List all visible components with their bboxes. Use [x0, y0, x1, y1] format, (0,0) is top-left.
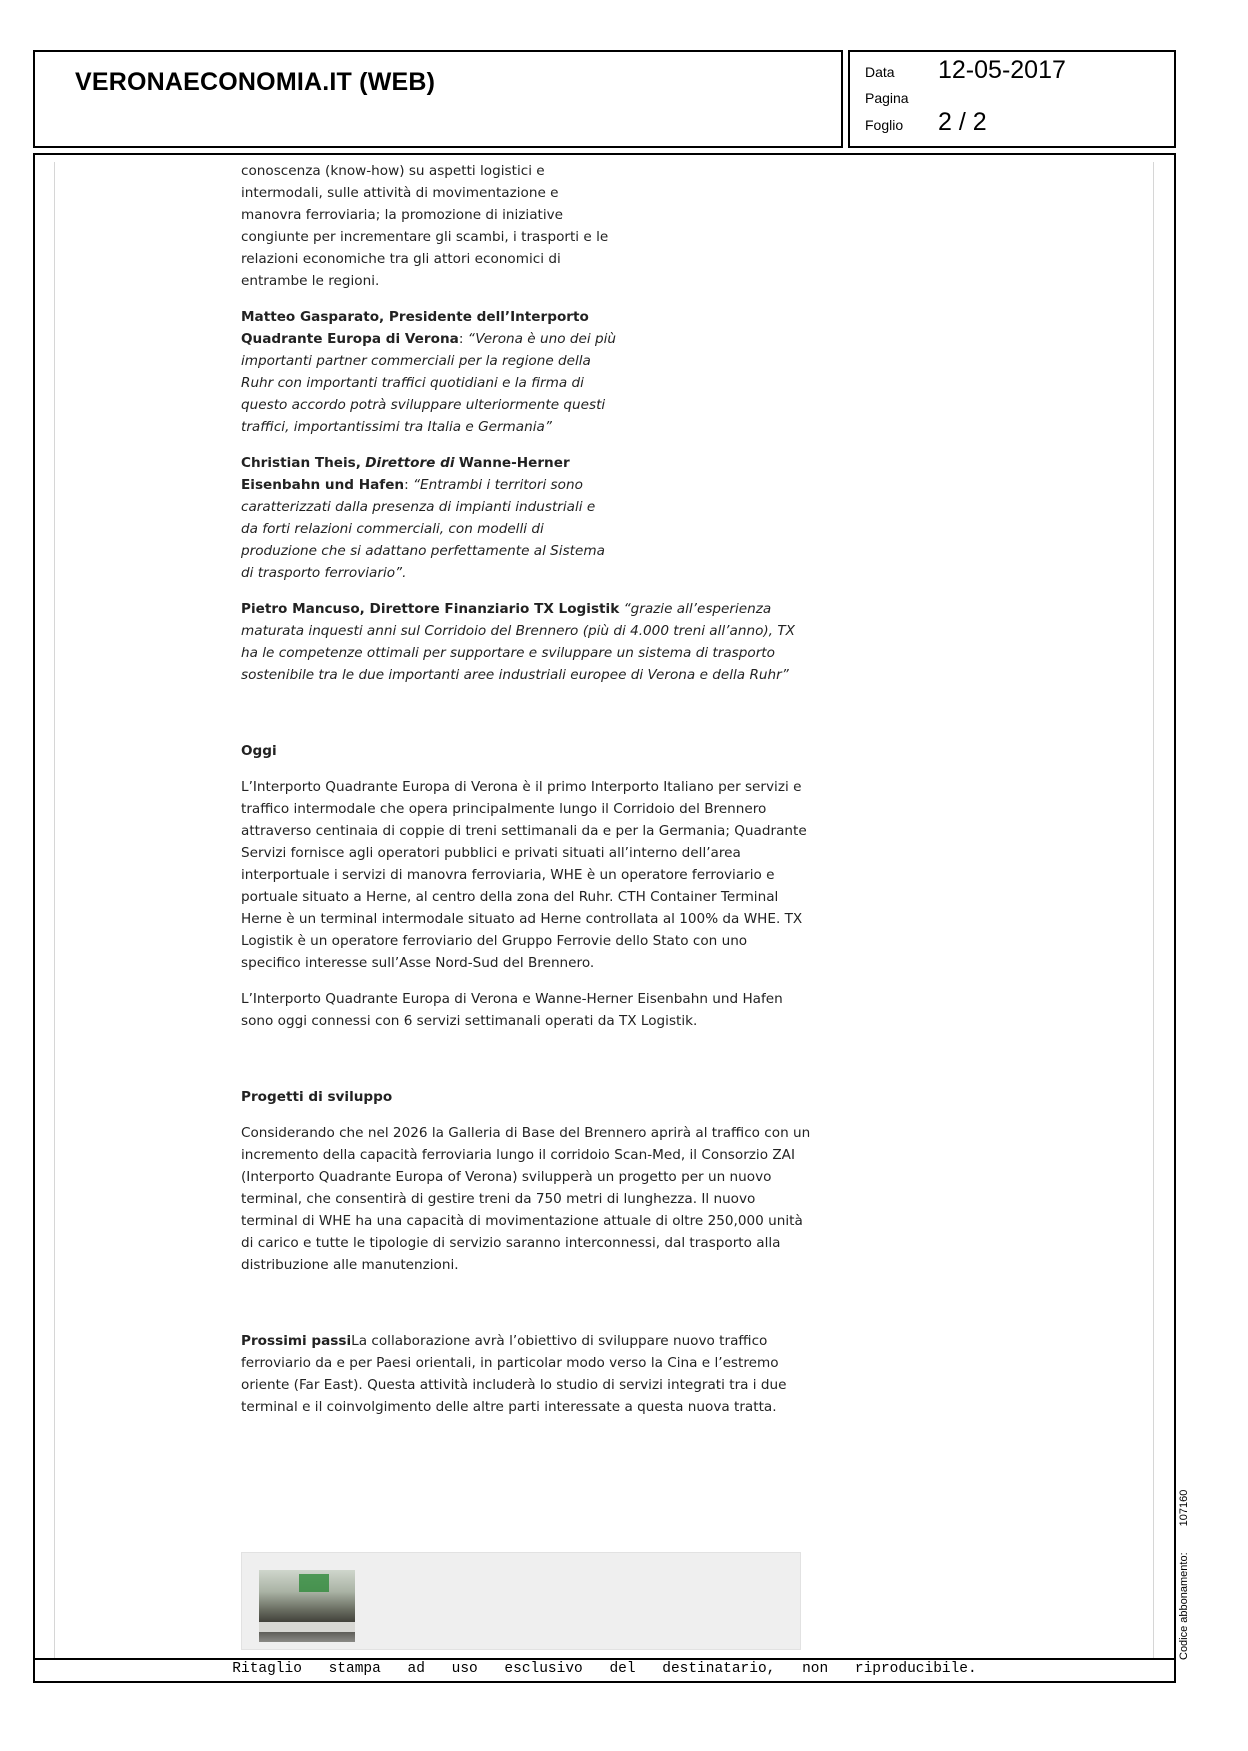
intro-paragraph: conoscenza (know-how) su aspetti logistici e intermodali, sulle attività di movimentazione e manovra ferroviaria; la promozione di iniziative congiunte per incrementare gli scambi, i trasporti e le relazioni economiche tra gli attori economici di entrambe le regioni.	[241, 163, 609, 289]
section-title-progetti: Progetti di sviluppo	[241, 1089, 393, 1105]
section-prossimi-passi	[241, 1330, 811, 1418]
quote1-text: “Verona è uno dei più importanti partner commerciali per la regione della Ruhr con importanti traffici quotidiani e la firma di questo accordo potrà sviluppare ulteriormente questi traffici, importantissimi tra Italia e Germania”	[241, 331, 616, 435]
publication-title: VERONAECONOMIA.IT (WEB)	[75, 68, 436, 96]
quote-theis: Christian Theis, Direttore di Wanne-Herner Eisenbahn und Hafen: “Entrambi i territori sono caratterizzati dalla presenza di impianti industriali e da forti relazioni commerciali, con modelli di produzione che si adattano perfettamente al Sistema di trasporto ferroviario”.	[241, 455, 605, 581]
quote1-speaker: Matteo Gasparato, Presidente dell’Interporto Quadrante Europa di Verona	[241, 309, 589, 347]
quote3-text: “grazie all’esperienza maturata inquesti anni sul Corridoio del Brennero (più di 4.000 treni all’anno), TX ha le competenze ottimali per supportare e sviluppare un sistema di trasporto sostenibile tra le due importanti aree industriali europee di Verona e della Ruhr”	[241, 601, 795, 683]
section-title-oggi: Oggi	[241, 743, 277, 759]
quote-gasparato: Matteo Gasparato, Presidente dell’Interporto Quadrante Europa di Verona: “Verona è uno dei più importanti partner commerciali per la regione della Ruhr con importanti traffici quotidiani e la firma di questo accordo potrà sviluppare ulteriormente questi traffici, importantissimi tra Italia e Germania”	[241, 309, 616, 435]
section-prossimi-text: La collaborazione avrà l’obiettivo di sviluppare nuovo traffico ferroviario da e per Paesi orientali, in particolar modo verso la Cina e l’estremo oriente (Far East). Questa attività includerà lo studio di servizi integrati tra i due terminal e il coinvolgimento delle altre parti interessate a questa nuova tratta.	[241, 1333, 787, 1415]
quote2-org: Wanne-Herner Eisenbahn und Hafen	[241, 455, 570, 493]
section-title-prossimi: Prossimi passi	[241, 1333, 352, 1349]
page-label: Pagina	[865, 90, 909, 106]
quote-mancuso	[241, 598, 811, 686]
quote2-role: Direttore di	[365, 455, 455, 471]
section-oggi-paragraph-1: L’Interporto Quadrante Europa di Verona è il primo Interporto Italiano per servizi e traffico intermodale che opera principalmente lungo il Corridoio del Brennero attraverso centinaia di coppie di treni settimanali da e per la Germania; Quadrante Servizi fornisce agli operatori pubblici e privati situati all’interno dell’area interportuale i servizi di manovra ferroviaria, WHE è un operatore ferroviario e portuale situato a Herne, al centro della zona del Ruhr. CTH Container Terminal Herne è un terminal intermodale situato ad Herne controllata al 100% da WHE. TX Logistik è un operatore ferroviario del Gruppo Ferrovie dello Stato con uno specifico interesse sull’Asse Nord-Sud del Brennero.	[241, 779, 807, 971]
quote2-text: “Entrambi i territori sono caratterizzati dalla presenza di impianti industriali e da forti relazioni commerciali, con modelli di produzione che si adattano perfettamente al Sistema di trasporto ferroviario”.	[241, 477, 605, 581]
article-photo-thumbnail[interactable]	[259, 1570, 355, 1642]
date-label: Data	[865, 64, 895, 80]
footer-divider	[33, 1658, 1176, 1660]
header-meta-box	[848, 50, 1176, 148]
date-value: 12-05-2017	[938, 56, 1066, 84]
section-oggi-paragraph-2: L’Interporto Quadrante Europa di Verona e Wanne-Herner Eisenbahn und Hafen sono oggi connessi con 6 servizi settimanali operati da TX Logistik.	[241, 991, 783, 1029]
quote2-name: Christian Theis,	[241, 455, 361, 471]
article-body	[241, 160, 811, 1432]
header-publication-box	[33, 50, 843, 148]
inner-right-divider	[1153, 162, 1154, 1658]
subscription-code-label: Codice abbonamento:	[1178, 1552, 1190, 1660]
section-progetti-paragraph: Considerando che nel 2026 la Galleria di Base del Brennero aprirà al traffico con un incremento della capacità ferroviaria lungo il corridoio Scan-Med, il Consorzio ZAI (Interporto Quadrante Europa of Verona) svilupperà un progetto per un nuovo terminal, che consentirà di gestire treni da 750 metri di lunghezza. Il nuovo terminal di WHE ha una capacità di movimentazione attuale di oltre 250,000 unità di carico e tutte le tipologie di servizio saranno interconnessi, dal trasporto alla distribuzione alle manutenzioni.	[241, 1125, 811, 1273]
inner-left-divider	[54, 162, 55, 1658]
subscription-code	[1178, 1464, 1190, 1660]
quote3-speaker: Pietro Mancuso, Direttore Finanziario TX Logistik	[241, 601, 620, 617]
sheet-label: Foglio	[865, 117, 904, 133]
sheet-value: 2 / 2	[938, 108, 987, 136]
footer-notice: Ritaglio stampa ad uso esclusivo del destinatario, non riproducibile.	[232, 1661, 977, 1677]
subscription-code-value: 107160	[1178, 1489, 1190, 1527]
image-gallery-box	[241, 1552, 801, 1650]
